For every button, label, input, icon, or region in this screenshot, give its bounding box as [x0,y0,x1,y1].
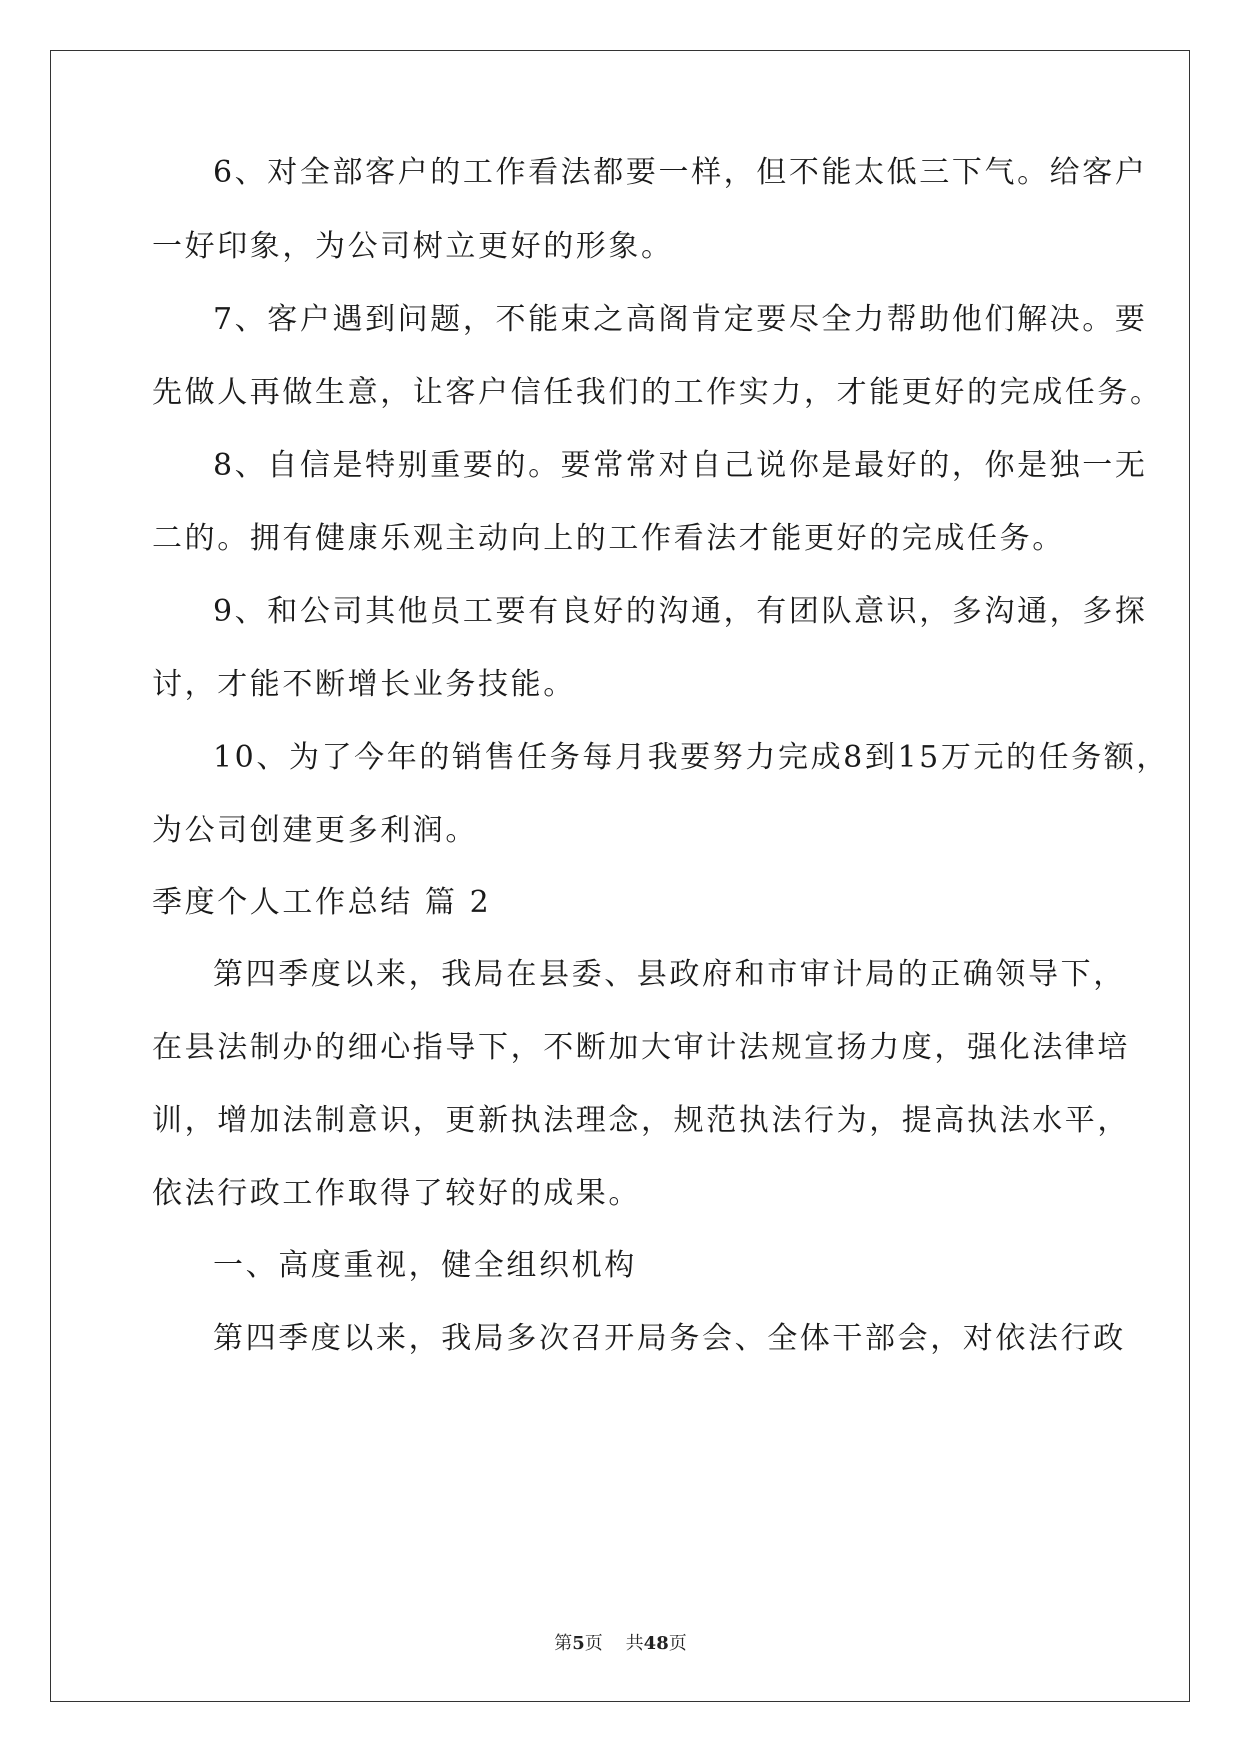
paragraph-line: 依法行政工作取得了较好的成果。 [152,1176,641,1211]
paragraph-line: 6、对全部客户的工作看法都要一样，但不能太低三下气。给客户 [213,155,1148,190]
total-pages-number: 48 [643,1633,669,1654]
paragraph-line: 7、客户遇到问题，不能束之高阁肯定要尽全力帮助他们解决。要 [213,302,1148,337]
current-page-number: 5 [572,1633,585,1654]
paragraph-line: 讨，才能不断增长业务技能。 [152,667,576,702]
paragraph-line: 第四季度以来，我局多次召开局务会、全体干部会，对依法行政 [213,1321,1126,1356]
paragraph-line: 在县法制办的细心指导下，不断加大审计法规宣扬力度，强化法律培 [152,1030,1130,1065]
footer-prefix: 第 [554,1633,573,1654]
paragraph-line: 9、和公司其他员工要有良好的沟通，有团队意识，多沟通，多探 [213,594,1148,629]
page-frame [50,50,1190,1702]
page-footer [0,1632,1241,1656]
paragraph-line: 训，增加法制意识，更新执法理念，规范执法行为，提高执法水平， [152,1103,1130,1138]
paragraph-line: 二的。拥有健康乐观主动向上的工作看法才能更好的完成任务。 [152,521,1065,556]
paragraph-line: 先做人再做生意，让客户信任我们的工作实力，才能更好的完成任务。 [152,375,1163,410]
section-heading: 季度个人工作总结 篇 2 [152,885,492,920]
paragraph-line: 8、自信是特别重要的。要常常对自己说你是最好的，你是独一无 [213,448,1148,483]
footer-middle: 页 共 [584,1633,644,1654]
paragraph-line: 第四季度以来，我局在县委、县政府和市审计局的正确领导下， [213,957,1126,992]
paragraph-line: 为公司创建更多利润。 [152,813,478,848]
subsection-heading: 一、高度重视，健全组织机构 [213,1248,637,1283]
paragraph-line: 10、为了今年的销售任务每月我要努力完成8到15万元的任务额， [213,740,1170,775]
paragraph-line: 一好印象，为公司树立更好的形象。 [152,229,674,264]
footer-suffix: 页 [668,1633,687,1654]
